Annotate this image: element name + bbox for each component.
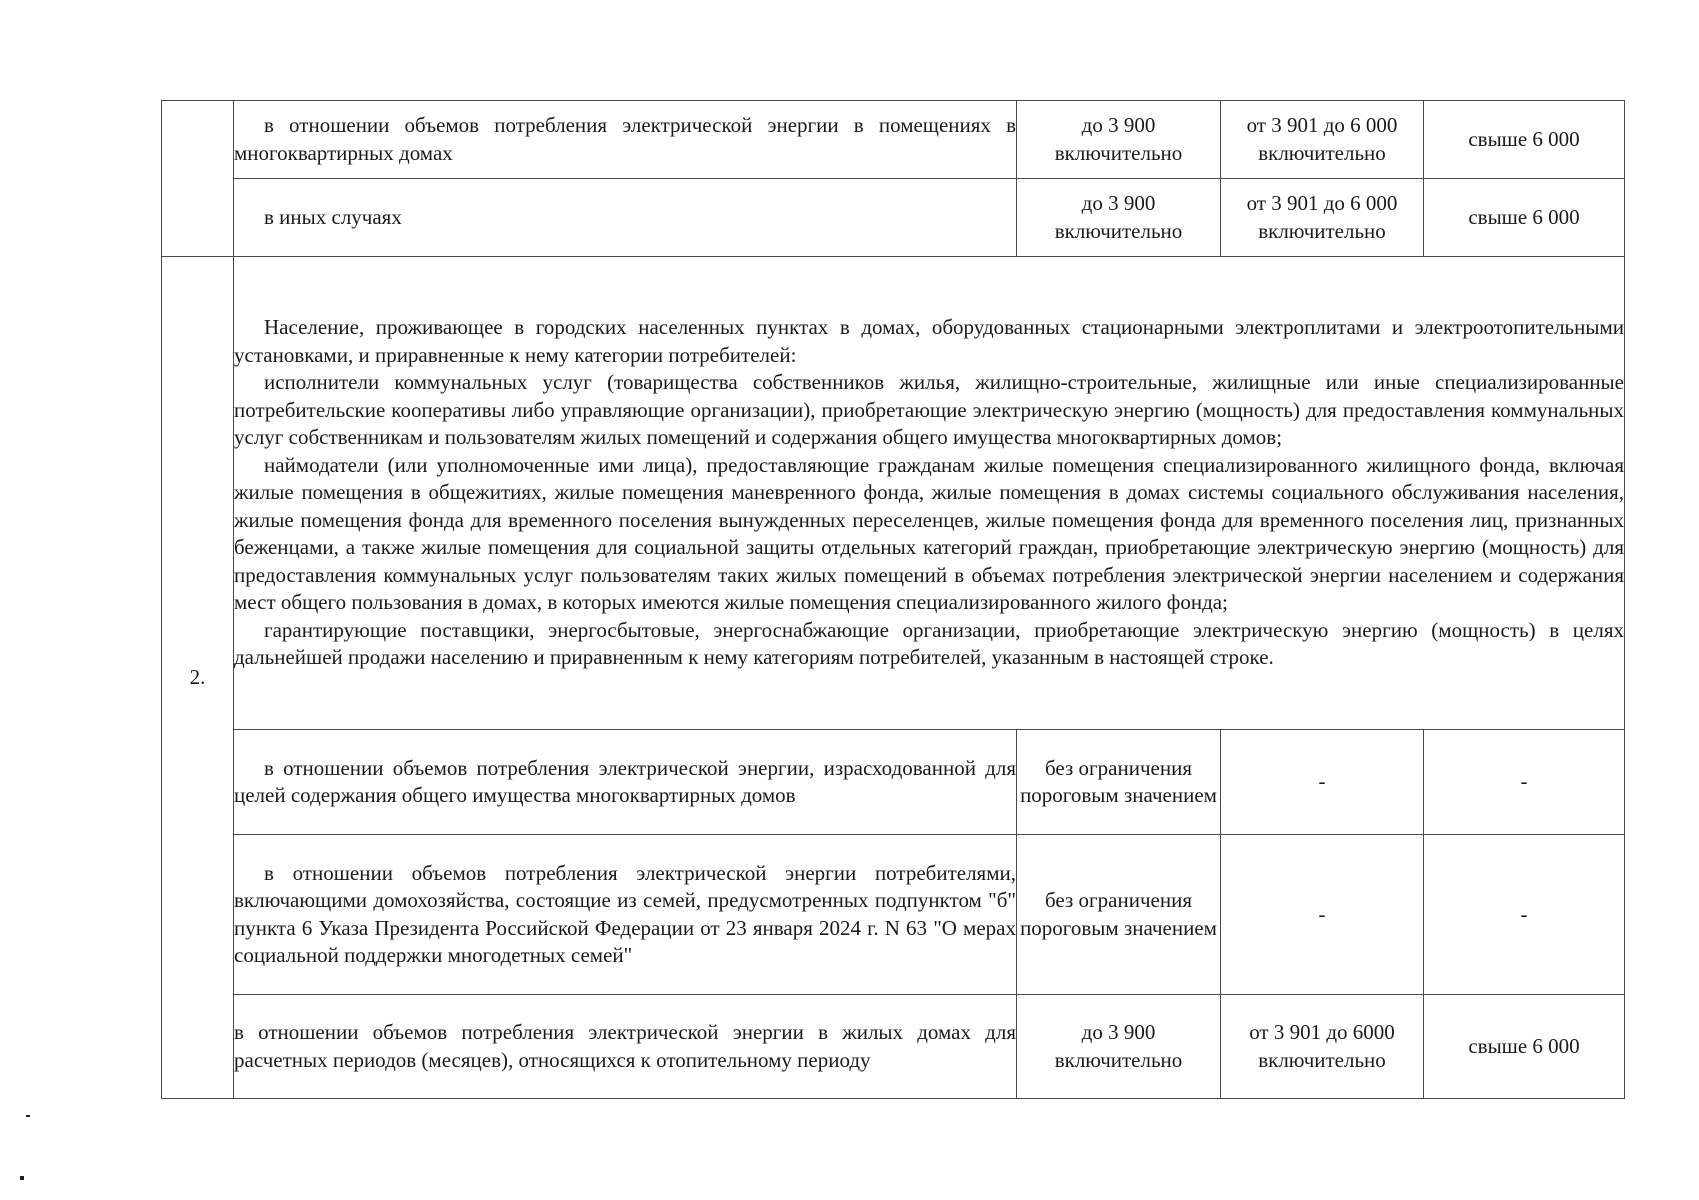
section-2-paragraph: исполнители коммунальных услуг (товарищества собственников жилья, жилищно-строительные, жилищные или иные специализированные потребительские кооперативы либо управляющие организации), приобретающие электрическую энергию (мощность) для предоставления коммунальных услуг собственникам и пользователям жилых помещений и содержания общего имущества многоквартирных домов; (234, 370, 1624, 450)
row-description: в отношении объемов потребления электрической энергии, израсходованной для целей содержания общего имущества многоквартирных домов (234, 730, 1017, 835)
table-row (162, 179, 1625, 257)
table-row (162, 101, 1625, 179)
scan-mark (26, 1115, 30, 1117)
threshold-middle: - (1221, 835, 1424, 995)
section-2-paragraph: наймодатели (или уполномоченные ими лица), предоставляющие гражданам жилые помещения специализированного жилищного фонда, включая жилые помещения в общежитиях, жилые помещения маневренного фонда, жилые помещения в домах системы социального обслуживания населения, жилые помещения фонда для временного поселения вынужденных переселенцев, жилые помещения фонда для временного поселения лиц, признанных беженцами, а также жилые помещения для социальной защиты отдельных категорий граждан, приобретающие электрическую энергию (мощность) для предоставления коммунальных услуг пользователям таких жилых помещений в объемах потребления электрической энергии населением и содержания мест общего пользования в домах, в которых имеются жилые помещения специализированного жилого фонда; (234, 452, 1624, 615)
threshold-upper: - (1424, 835, 1625, 995)
threshold-lower: до 3 900 включительно (1017, 179, 1221, 257)
row-description: в отношении объемов потребления электрической энергии в жилых домах для расчетных периодов (месяцев), относящихся к отопительному периоду (234, 995, 1017, 1099)
threshold-upper: свыше 6 000 (1424, 101, 1625, 179)
threshold-middle: от 3 901 до 6000 включительно (1221, 995, 1424, 1099)
threshold-lower: без ограничения пороговым значением (1017, 835, 1221, 995)
row-description: в отношении объемов потребления электрической энергии в помещениях в многоквартирных домах (234, 101, 1017, 179)
threshold-lower: до 3 900 включительно (1017, 101, 1221, 179)
scan-mark (20, 1176, 24, 1180)
threshold-upper: - (1424, 730, 1625, 835)
threshold-upper: свыше 6 000 (1424, 995, 1625, 1099)
table-row (162, 730, 1625, 835)
threshold-middle: от 3 901 до 6 000 включительно (1221, 101, 1424, 179)
section-number: 2. (162, 257, 234, 1099)
section-2-paragraph: гарантирующие поставщики, энергосбытовые, энергоснабжающие организации, приобретающие электрическую энергию (мощность) в целях дальнейшей продажи населению и приравненным к нему категориям потребителей, указанным в настоящей строке. (234, 617, 1624, 670)
threshold-lower: без ограничения пороговым значением (1017, 730, 1221, 835)
tariff-table (161, 100, 1625, 1099)
threshold-lower: до 3 900 включительно (1017, 995, 1221, 1099)
section-2-paragraph: Население, проживающее в городских населенных пунктах в домах, оборудованных стационарными электроплитами и электроотопительными установками, и приравненные к нему категории потребителей: (234, 315, 1624, 367)
threshold-upper: свыше 6 000 (1424, 179, 1625, 257)
row-description: в отношении объемов потребления электрической энергии потребителями, включающими домохозяйства, состоящие из семей, предусмотренных подпунктом "б" пункта 6 Указа Президента Российской Федерации от 23 января 2024 г. N 63 "О мерах социальной поддержки многодетных семей" (234, 835, 1017, 995)
section-2-header-row (162, 257, 1625, 730)
threshold-middle: - (1221, 730, 1424, 835)
table-row (162, 835, 1625, 995)
section-2-text (234, 257, 1625, 730)
table-row (162, 995, 1625, 1099)
row-description: в иных случаях (234, 179, 1017, 257)
row-number-cell (162, 101, 234, 257)
threshold-middle: от 3 901 до 6 000 включительно (1221, 179, 1424, 257)
